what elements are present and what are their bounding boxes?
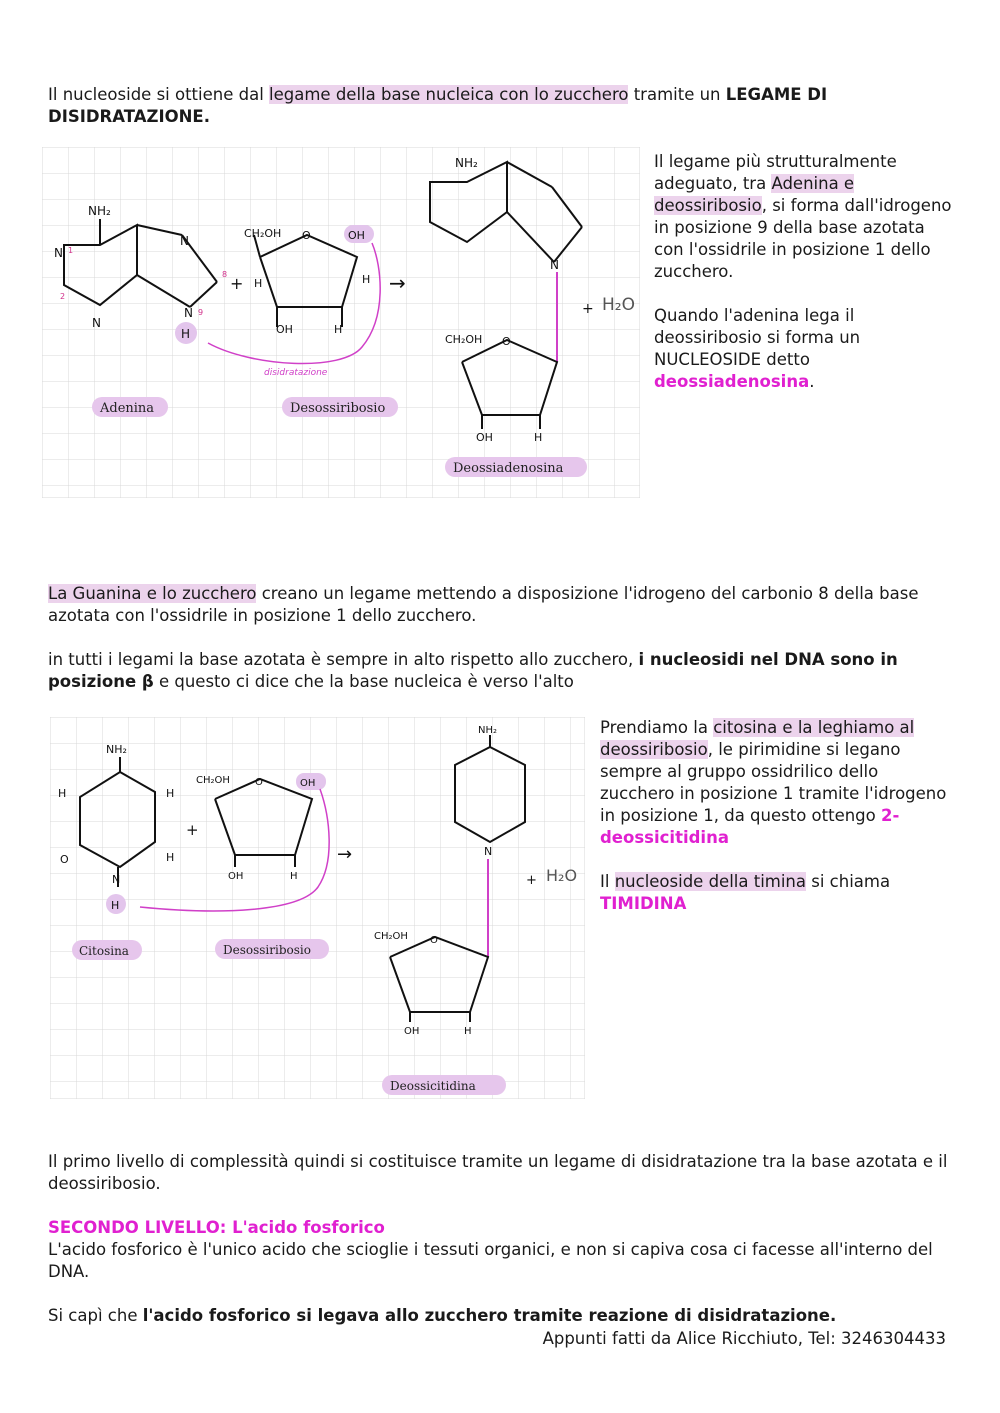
- footer-credit: Appunti fatti da Alice Ricchiuto, Tel: 3246304433: [542, 1329, 946, 1348]
- side1-paragraph-1: Il legame più strutturalmente adeguato, tra Adenina e deossiribosio, si forma dall'idrogeno in posizione 9 della base azotata con l'ossidrile in posizione 1 dello zucchero.: [654, 152, 952, 281]
- reaction-arrow-1: →: [389, 271, 406, 295]
- adenine-pos8-text: 8: [222, 270, 228, 279]
- product2-nh2-text: NH₂: [478, 725, 498, 736]
- side-text-cytosine: [600, 717, 950, 915]
- conclusion-paragraph: Si capì che l'acido fosforico si legava allo zucchero tramite reazione di disidratazione.: [48, 1306, 837, 1325]
- cytosine-h1-text: H: [111, 899, 120, 912]
- figure-cytosine-reaction: [50, 717, 585, 1099]
- guanine-paragraph: La Guanina e lo zucchero creano un legame mettendo a disposizione l'idrogeno del carbonio 8 della base azotata con l'ossidrile in posizione 1 dello zucchero.: [48, 584, 919, 625]
- sugar-oh-text: OH: [348, 229, 365, 242]
- side1-paragraph-2: Quando l'adenina lega il deossiribosio si forma un NUCLEOSIDE detto deossiadenosina.: [654, 306, 861, 391]
- figure-adenine-svg: [42, 147, 640, 498]
- deossiadenosina-term: deossiadenosina: [654, 372, 810, 391]
- level1-paragraph: Il primo livello di complessità quindi si costituisce tramite un legame di disidratazione tra la base azotata e il deossiribosio.: [48, 1152, 948, 1193]
- intro-highlight: legame della base nucleica con lo zucchero: [269, 85, 629, 104]
- intro-paragraph: Il nucleoside si ottiene dal legame della base nucleica con lo zucchero tramite un LEGAME DI DISIDRATAZIONE.: [48, 85, 828, 126]
- product2-oh-text: OH: [404, 1026, 420, 1037]
- cytosine-h6-text: H: [166, 851, 175, 864]
- cytosine-h5-text: H: [166, 787, 175, 800]
- deossicitidina-term: 2- deossicitidina: [600, 806, 900, 847]
- adenina-label: Adenina: [100, 401, 155, 416]
- adenine-pos2-text: 2: [60, 292, 66, 301]
- sugar2-o-text: O: [255, 777, 263, 788]
- product-nh2-text: NH₂: [455, 156, 478, 170]
- deossiadenosina-label: Deossiadenosina: [453, 461, 564, 476]
- sugar2-h-text: H: [290, 871, 298, 882]
- desossiribosio-label: Desossiribosio: [290, 401, 386, 416]
- plus-sign-1: +: [230, 274, 244, 293]
- adenine-nh2-text: NH₂: [88, 204, 111, 218]
- dehydration-note: disidratazione: [264, 368, 328, 378]
- timidina-term: TIMIDINA: [600, 894, 687, 913]
- cytosine-nh2-text: NH₂: [106, 743, 127, 756]
- sugar-h-bottom-text: H: [334, 323, 343, 336]
- product-h-text: H: [534, 431, 543, 444]
- adenine-pos9-text: 9: [198, 308, 204, 317]
- sugar-ch2oh-text: CH₂OH: [244, 227, 282, 240]
- adenine-pos1-text: 1: [68, 246, 74, 255]
- intro-bold: LEGAME DI DISIDRATAZIONE.: [48, 85, 828, 126]
- adenine-n1-text: N: [54, 246, 63, 260]
- sugar-h-left-text: H: [254, 277, 263, 290]
- adenine-n9-text: N: [184, 306, 193, 320]
- plus-sign-2: +: [186, 821, 199, 839]
- adenine-n3-text: N: [92, 316, 101, 330]
- adenine-n7-text: N: [180, 234, 189, 248]
- product2-n1-text: N: [484, 845, 493, 858]
- product-ch2oh-text: CH₂OH: [445, 333, 483, 346]
- deossicitidina-label: Deossicitidina: [390, 1079, 476, 1093]
- plus-sign-water-2: +: [526, 873, 537, 888]
- side2-paragraph-1: Prendiamo la citosina e la leghiamo al deossiribosio, le pirimidine si legano sempre al gruppo ossidrilico dello zucchero in posizione 1 tramite l'idrogeno in posizione 1, da questo ottengo 2- deossicitidina: [600, 718, 947, 847]
- cytosine-h3-text: H: [58, 787, 67, 800]
- water-1-text: H₂O: [602, 295, 635, 315]
- sugar-oh-bottom-text: OH: [276, 323, 293, 336]
- sugar2-oh-text: OH: [228, 871, 244, 882]
- product2-h-text: H: [464, 1026, 472, 1037]
- figure-adenine-reaction: [42, 147, 640, 498]
- sugar2-oh-highlight-text: OH: [300, 778, 316, 789]
- reaction-arrow-2: →: [337, 844, 353, 865]
- beta-paragraph: in tutti i legami la base azotata è sempre in alto rispetto allo zucchero, i nucleosidi nel DNA sono in posizione β e questo ci dice che la base nucleica è verso l'alto: [48, 650, 898, 691]
- product2-o-text: O: [430, 935, 438, 946]
- sugar2-ch2oh-text: CH₂OH: [196, 775, 230, 786]
- plus-sign-water-1: +: [582, 301, 594, 317]
- desossiribosio-2-label: Desossiribosio: [223, 943, 311, 957]
- level2-heading: SECONDO LIVELLO: L'acido fosforico: [48, 1218, 385, 1237]
- side-text-adenine: [654, 151, 954, 393]
- side2-paragraph-2: Il nucleoside della timina si chiama TIMIDINA: [600, 872, 891, 913]
- product-oh-text: OH: [476, 431, 493, 444]
- product2-ch2oh-text: CH₂OH: [374, 931, 408, 942]
- cytosine-n1-text: N: [112, 873, 121, 886]
- adenine-h9-text: H: [181, 327, 191, 341]
- sugar-h-right-text: H: [362, 273, 371, 286]
- sugar-o-text: O: [302, 229, 311, 242]
- figure-cytosine-svg: [50, 717, 585, 1099]
- product-o-text: O: [502, 335, 511, 348]
- cytosine-o-text: O: [60, 853, 69, 866]
- citosina-label: Citosina: [79, 944, 129, 958]
- water-2-text: H₂O: [546, 866, 578, 885]
- level2-paragraph: L'acido fosforico è l'unico acido che scioglie i tessuti organici, e non si capiva cosa ci facesse all'interno del DNA.: [48, 1240, 933, 1281]
- product-n9-text: N: [550, 258, 559, 272]
